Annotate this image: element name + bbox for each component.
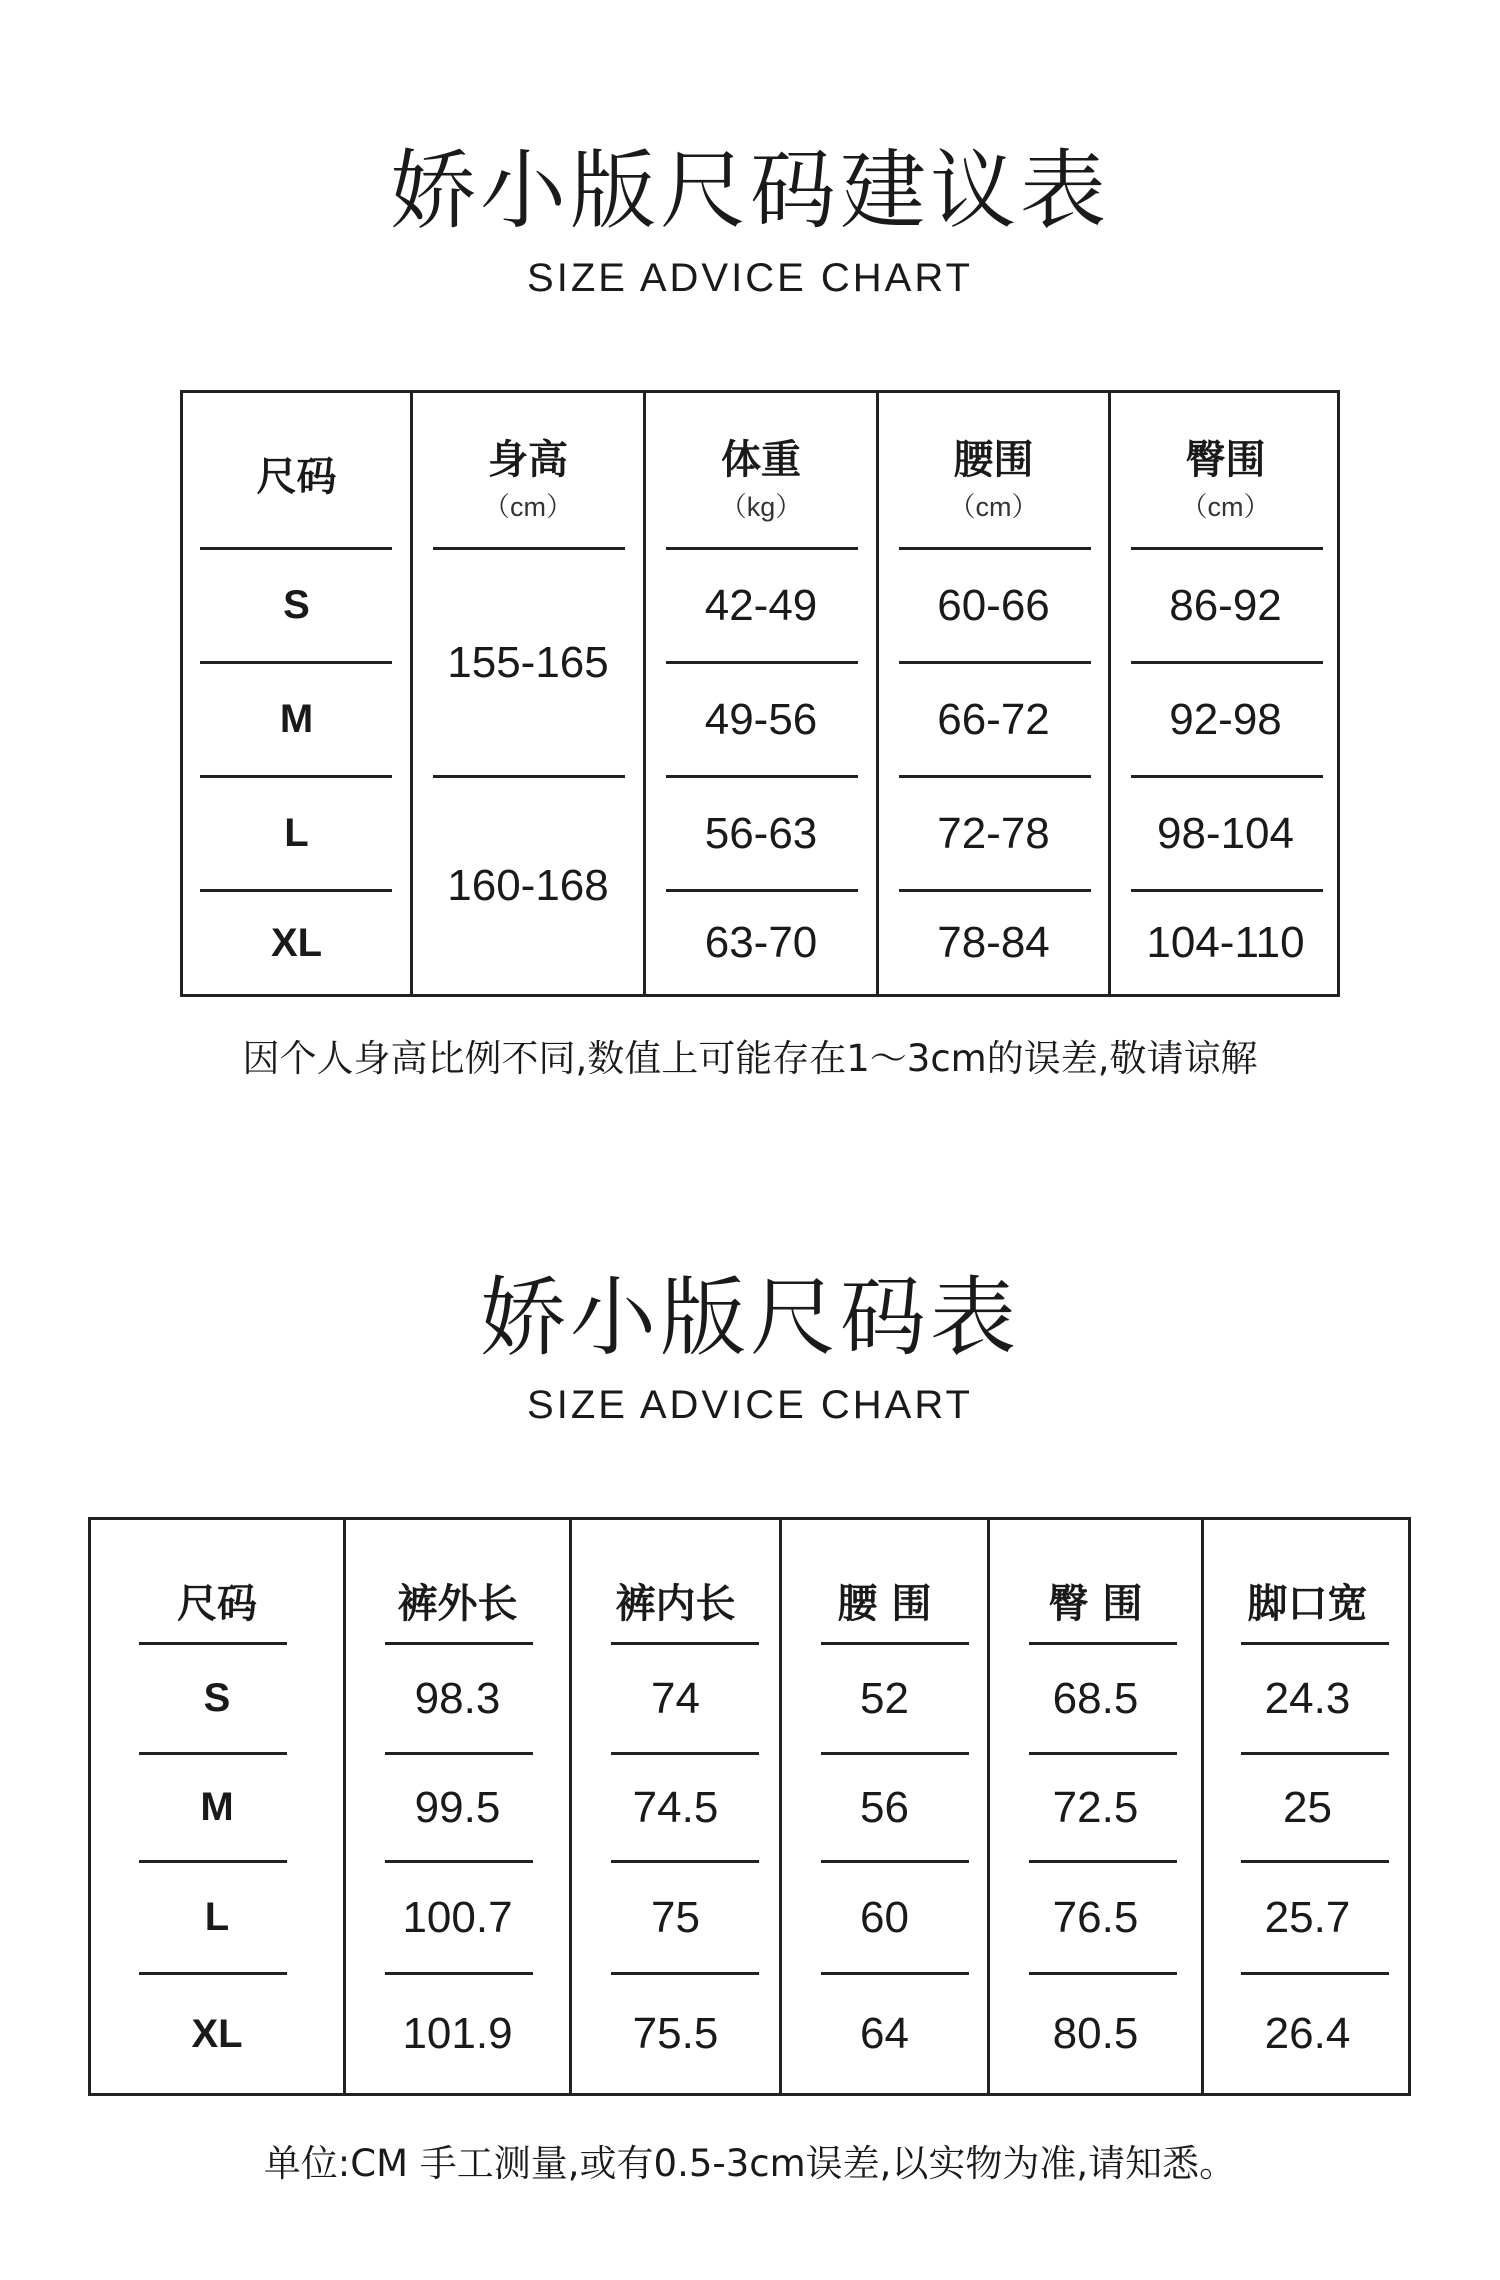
outseam-value: 98.3 bbox=[414, 1673, 501, 1723]
height-range: 155-165 bbox=[447, 637, 609, 687]
header-size: 尺码 bbox=[177, 1580, 257, 1627]
hip-value: 68.5 bbox=[1052, 1673, 1139, 1723]
waist-value: 78-84 bbox=[937, 918, 1050, 967]
outseam-value: 99.5 bbox=[414, 1782, 501, 1832]
header-outseam: 裤外长 bbox=[397, 1580, 518, 1627]
header-label: 体重 bbox=[721, 437, 801, 483]
size-chart-note: 单位:CM 手工测量,或有0.5-3cm误差,以实物为准,请知悉。 bbox=[263, 2142, 1237, 2185]
size-chart-table bbox=[88, 1517, 1411, 2096]
header-height bbox=[413, 431, 643, 521]
hip-value: 76.5 bbox=[1052, 1892, 1139, 1942]
inseam-value: 75.5 bbox=[632, 2009, 719, 2058]
hip-value: 92-98 bbox=[1169, 694, 1282, 744]
header-label: 尺码 bbox=[256, 453, 337, 500]
advice-title: 娇小版尺码建议表 bbox=[390, 141, 1110, 241]
header-hip bbox=[1111, 431, 1340, 521]
size-label: L bbox=[204, 1895, 230, 1939]
header-inseam: 裤内长 bbox=[615, 1580, 736, 1627]
waist-value: 60-66 bbox=[937, 580, 1050, 630]
weight-value: 56-63 bbox=[704, 808, 818, 858]
header-unit: （cm） bbox=[483, 492, 573, 522]
header-size bbox=[183, 433, 410, 513]
header-unit: （kg） bbox=[719, 492, 803, 522]
weight-value: 49-56 bbox=[704, 694, 818, 744]
weight-value: 63-70 bbox=[704, 918, 818, 967]
header-waist: 腰 围 bbox=[837, 1580, 932, 1627]
size-label: M bbox=[279, 697, 314, 741]
size-chart-subtitle: SIZE ADVICE CHART bbox=[527, 1383, 973, 1427]
waist-value: 64 bbox=[860, 2009, 909, 2058]
size-label: M bbox=[200, 1785, 234, 1829]
header-unit: （cm） bbox=[948, 492, 1039, 522]
leg-opening-value: 26.4 bbox=[1264, 2009, 1351, 2058]
inseam-value: 74.5 bbox=[632, 1782, 719, 1832]
weight-value: 42-49 bbox=[704, 580, 818, 630]
leg-opening-value: 25.7 bbox=[1264, 1892, 1351, 1942]
waist-value: 56 bbox=[860, 1782, 909, 1832]
hip-value: 104-110 bbox=[1146, 918, 1305, 967]
header-label: 臀围 bbox=[1185, 437, 1266, 483]
size-label: S bbox=[203, 1676, 231, 1720]
hip-value: 80.5 bbox=[1052, 2009, 1139, 2058]
waist-value: 52 bbox=[860, 1673, 909, 1723]
inseam-value: 74 bbox=[651, 1673, 700, 1723]
leg-opening-value: 25 bbox=[1283, 1782, 1332, 1832]
hip-value: 86-92 bbox=[1169, 580, 1282, 630]
height-range: 160-168 bbox=[447, 861, 609, 910]
header-leg-opening: 脚口宽 bbox=[1247, 1580, 1368, 1627]
size-advice-table bbox=[180, 390, 1340, 997]
outseam-value: 101.9 bbox=[402, 2009, 513, 2058]
header-weight bbox=[646, 431, 876, 521]
waist-value: 60 bbox=[860, 1892, 909, 1942]
header-unit: （cm） bbox=[1180, 492, 1271, 522]
inseam-value: 75 bbox=[651, 1892, 700, 1942]
waist-value: 66-72 bbox=[937, 694, 1050, 744]
advice-subtitle: SIZE ADVICE CHART bbox=[527, 256, 973, 300]
size-label: XL bbox=[270, 920, 323, 965]
waist-value: 72-78 bbox=[937, 808, 1050, 858]
hip-value: 98-104 bbox=[1156, 808, 1294, 858]
outseam-value: 100.7 bbox=[402, 1892, 513, 1942]
header-hip: 臀 围 bbox=[1048, 1580, 1143, 1627]
size-label: S bbox=[283, 583, 310, 627]
size-label: XL bbox=[191, 2011, 243, 2056]
header-waist bbox=[879, 431, 1108, 521]
advice-note: 因个人身高比例不同,数值上可能存在1～3cm的误差,敬请谅解 bbox=[242, 1037, 1258, 1080]
leg-opening-value: 24.3 bbox=[1264, 1673, 1351, 1723]
size-chart-title: 娇小版尺码表 bbox=[480, 1268, 1020, 1368]
hip-value: 72.5 bbox=[1052, 1782, 1139, 1832]
size-label: L bbox=[284, 811, 309, 855]
header-label: 身高 bbox=[488, 437, 568, 483]
header-label: 腰围 bbox=[953, 437, 1034, 483]
